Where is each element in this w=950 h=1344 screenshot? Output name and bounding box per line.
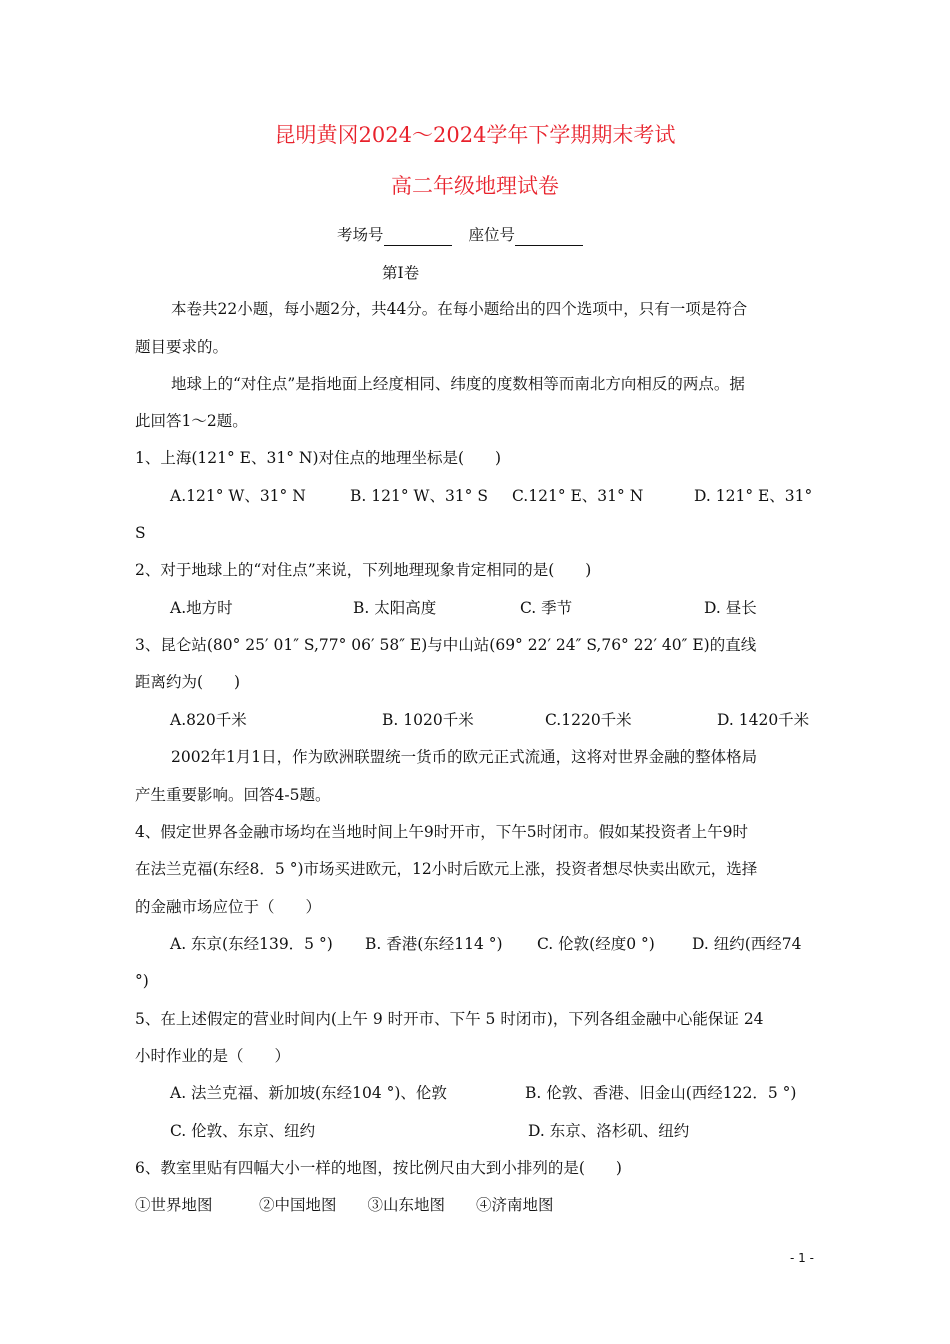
q2-option-a: A.地方时 [170,599,233,617]
exam-subtitle: 高二年级地理试卷 [391,174,559,198]
question-5-stem-1: 5、在上述假定的营业时间内(上午 9 时开市、下午 5 时闭市)，下列各组金融中心能保证 24 [135,1010,764,1028]
q3-option-c: C.1220千米 [545,711,632,729]
q1-option-b: B. 121° W、31° S [350,487,488,505]
q3-option-b: B. 1020千米 [382,711,474,729]
q2-option-c: C. 季节 [520,599,573,617]
question-1-stem: 1、上海(121° E、31° N)对住点的地理坐标是( ) [135,449,502,467]
q5-option-a: A. 法兰克福、新加坡(东经104 °)、伦敦 [170,1084,447,1102]
q1-option-c: C.121° E、31° N [512,487,644,505]
seat-label: 座位号 [468,226,515,244]
exam-room-blank[interactable] [384,229,452,246]
q4-option-a: A. 东京(东经139．5 °) [170,935,333,953]
q5-option-c: C. 伦敦、东京、纽约 [170,1122,316,1140]
question-5-stem-2: 小时作业的是（ ） [135,1047,291,1065]
q5-option-b: B. 伦敦、香港、旧金山(西经122．5 °) [525,1084,797,1102]
exam-title: 昆明黄冈2024～2024学年下学期期末考试 [274,123,676,147]
seat-blank[interactable] [515,229,583,246]
q1-option-a: A.121° W、31° N [170,487,306,505]
q2-option-d: D. 昼长 [704,599,757,617]
question-4-stem-1: 4、假定世界各金融市场均在当地时间上午9时开市，下午5时闭市。假如某投资者上午9时 [135,823,748,841]
passage-1-line-2: 此回答1～2题。 [135,412,248,430]
question-4-stem-2: 在法兰克福(东经8．5 °)市场买进欧元，12小时后欧元上涨，投资者想尽快卖出欧元，选择 [135,860,758,878]
page-number: - 1 - [790,1251,814,1265]
section-label: 第Ⅰ卷 [382,264,420,282]
q5-option-d: D. 东京、洛杉矶、纽约 [528,1122,690,1140]
q4-option-d: D. 纽约(西经74 [692,935,802,953]
q4-option-b: B. 香港(东经114 °) [365,935,503,953]
exam-info-row [337,224,950,246]
instructions-line-2: 题目要求的。 [135,338,229,356]
q1-option-d-continued: S [135,524,146,542]
q3-option-a: A.820千米 [170,711,247,729]
q4-option-d-continued: °) [135,972,149,990]
question-6-stem: 6、教室里贴有四幅大小一样的地图，按比例尺由大到小排列的是( ) [135,1159,622,1177]
instructions-line-1: 本卷共22小题，每小题2分，共44分。在每小题给出的四个选项中，只有一项是符合 [171,300,748,318]
q1-option-d: D. 121° E、31° [694,487,813,505]
q4-option-c: C. 伦敦(经度0 °) [537,935,655,953]
question-6-items: ①世界地图 ②中国地图 ③山东地图 ④济南地图 [135,1196,554,1214]
question-3-stem-1: 3、昆仑站(80° 25′ 01″ S,77° 06′ 58″ E)与中山站(69° 22′ 24″ S,76° 22′ 40″ E)的直线 [135,636,757,654]
passage-2-line-1: 2002年1月1日，作为欧洲联盟统一货币的欧元正式流通，这将对世界金融的整体格局 [171,748,758,766]
q3-option-d: D. 1420千米 [717,711,810,729]
question-3-stem-2: 距离约为( ) [135,673,241,691]
question-4-stem-3: 的金融市场应位于（ ） [135,898,322,916]
passage-1-line-1: 地球上的“对住点”是指地面上经度相同、纬度的度数相等而南北方向相反的两点。据 [171,375,745,393]
q2-option-b: B. 太阳高度 [353,599,437,617]
exam-room-label: 考场号 [337,226,384,244]
question-2-stem: 2、对于地球上的“对住点”来说，下列地理现象肯定相同的是( ) [135,561,592,579]
passage-2-line-2: 产生重要影响。回答4-5题。 [135,786,331,804]
